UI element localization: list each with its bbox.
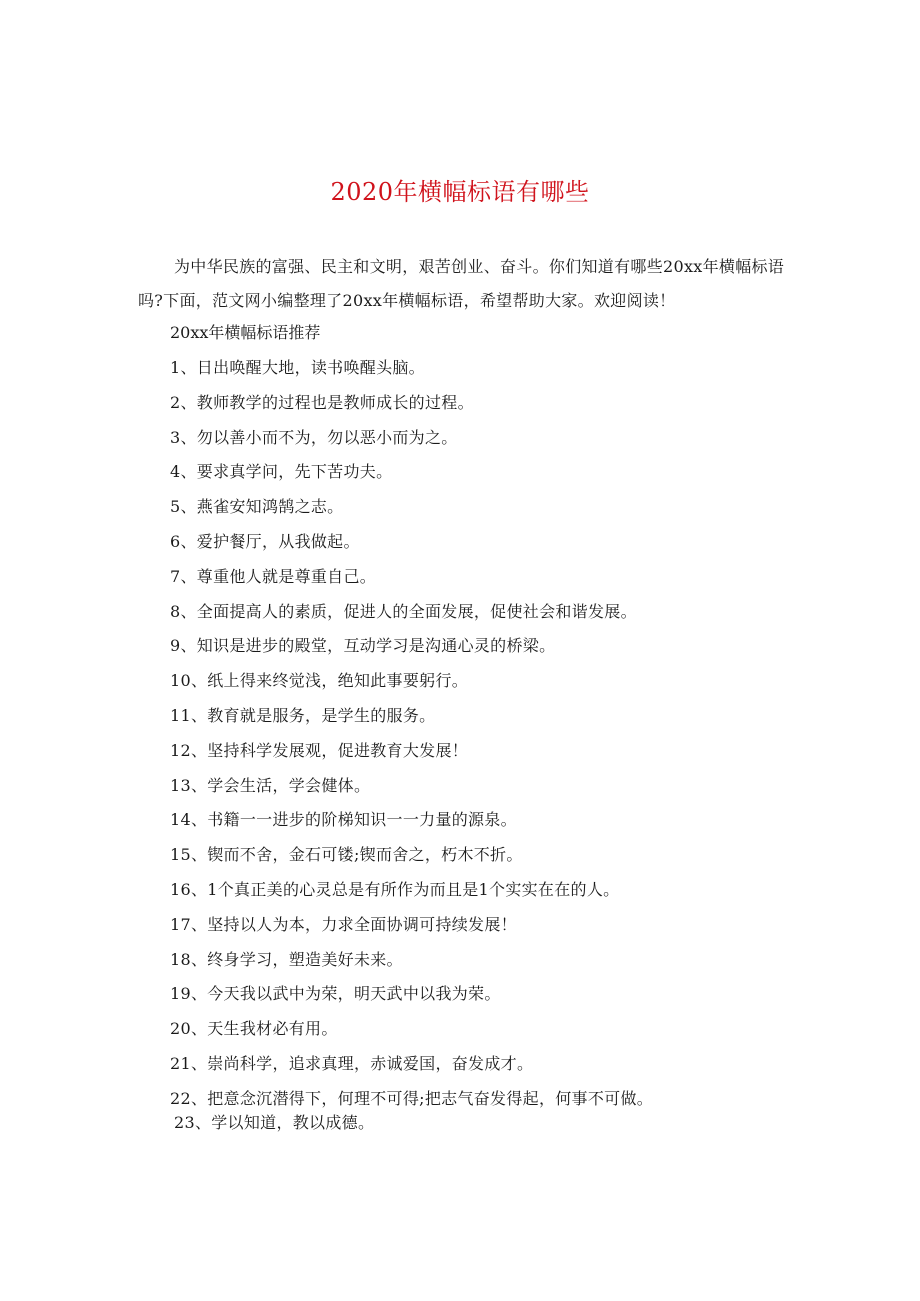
slogan-item: 13、学会生活，学会健体。 [170, 775, 371, 795]
slogan-item: 16、1个真正美的心灵总是有所作为而且是1个实实在在的人。 [170, 879, 620, 899]
slogan-item: 21、崇尚科学，追求真理，赤诚爱国，奋发成才。 [170, 1053, 534, 1073]
slogan-list [170, 357, 810, 1147]
slogan-item: 6、爱护餐厅，从我做起。 [170, 531, 360, 551]
slogan-item: 5、燕雀安知鸿鹄之志。 [170, 497, 344, 517]
slogan-item: 2、教师教学的过程也是教师成长的过程。 [170, 392, 474, 412]
slogan-item: 4、要求真学问，先下苦功夫。 [170, 462, 393, 482]
slogan-item: 8、全面提高人的素质，促进人的全面发展，促使社会和谐发展。 [170, 601, 637, 621]
slogan-item: 1、日出唤醒大地，读书唤醒头脑。 [170, 358, 425, 377]
slogan-item: 23、学以知道，教以成德。 [174, 1112, 375, 1132]
section-subheading: 20xx年横幅标语推荐 [170, 323, 321, 342]
slogan-item: 20、天生我材必有用。 [170, 1019, 338, 1039]
slogan-item: 7、尊重他人就是尊重自己。 [170, 566, 377, 586]
slogan-item: 19、今天我以武中为荣，明天武中以我为荣。 [170, 984, 501, 1004]
slogan-item: 15、锲而不舍，金石可镂;锲而舍之，朽木不折。 [170, 845, 523, 865]
slogan-item: 12、坚持科学发展观，促进教育大发展！ [170, 740, 469, 760]
slogan-item: 22、把意念沉潜得下，何理不可得;把志气奋发得起，何事不可做。 [170, 1088, 654, 1108]
slogan-item: 17、坚持以人为本，力求全面协调可持续发展！ [170, 914, 517, 934]
slogan-item: 11、教育就是服务，是学生的服务。 [170, 705, 436, 725]
document-title: 2020年横幅标语有哪些 [330, 178, 590, 206]
slogan-item: 18、终身学习，塑造美好未来。 [170, 949, 403, 969]
slogan-item: 3、勿以善小而不为，勿以恶小而为之。 [170, 427, 458, 447]
slogan-item: 14、书籍一一进步的阶梯知识一一力量的源泉。 [170, 810, 517, 830]
slogan-item: 10、纸上得来终觉浅，绝知此事要躬行。 [170, 671, 469, 691]
slogan-item: 9、知识是进步的殿堂，互动学习是沟通心灵的桥梁。 [170, 636, 556, 656]
intro-paragraph: 为中华民族的富强、民主和文明，艰苦创业、奋斗。你们知道有哪些20xx年横幅标语吗?下面，范文网小编整理了20xx年横幅标语，希望帮助大家。欢迎阅读！ [138, 257, 785, 310]
